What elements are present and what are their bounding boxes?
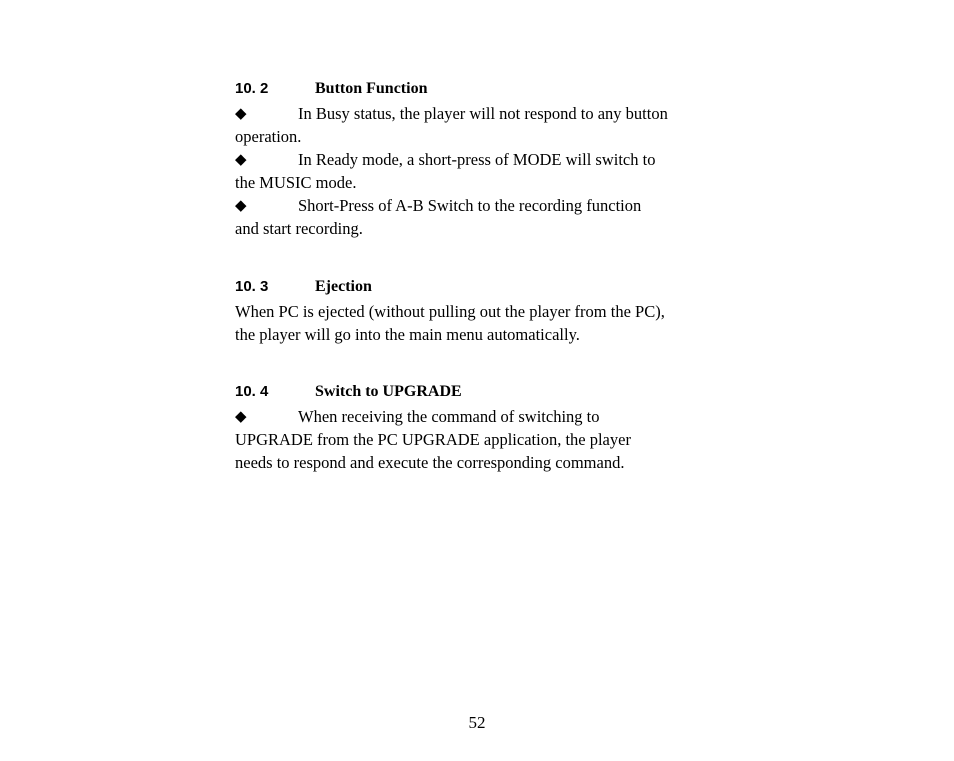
bullet-text: Short-Press of A-B Switch to the recording function — [298, 196, 642, 215]
section-switch-to-upgrade — [235, 383, 735, 474]
diamond-bullet-icon: ◆ — [235, 196, 247, 214]
diamond-bullet-icon: ◆ — [235, 150, 247, 168]
bullet-item — [235, 148, 735, 194]
bullet-item — [235, 405, 735, 474]
section-number: 10. 4 — [235, 383, 269, 400]
section-ejection — [235, 278, 735, 346]
bullet-text: In Ready mode, a short-press of MODE will switch to — [298, 150, 656, 169]
bullet-text-continued: needs to respond and execute the corresponding command. — [235, 453, 625, 472]
section-number: 10. 2 — [235, 80, 269, 97]
page-number: 52 — [468, 713, 486, 732]
bullet-text-continued: the MUSIC mode. — [235, 173, 357, 192]
section-heading — [235, 383, 735, 405]
section-number: 10. 3 — [235, 278, 269, 295]
section-heading — [235, 278, 735, 300]
paragraph — [235, 300, 735, 346]
bullet-text-continued: operation. — [235, 127, 302, 146]
diamond-bullet-icon: ◆ — [235, 407, 247, 425]
bullet-text-continued: UPGRADE from the PC UPGRADE application, the player — [235, 430, 631, 449]
bullet-item — [235, 102, 735, 148]
bullet-text: In Busy status, the player will not respond to any button — [298, 104, 668, 123]
section-button-function — [235, 80, 735, 240]
bullet-text: When receiving the command of switching to — [298, 407, 600, 426]
section-title: Button Function — [315, 80, 428, 97]
section-title: Ejection — [315, 278, 372, 295]
paragraph-line: When PC is ejected (without pulling out the player from the PC), — [235, 302, 665, 321]
diamond-bullet-icon: ◆ — [235, 104, 247, 122]
bullet-text-continued: and start recording. — [235, 219, 363, 238]
section-heading — [235, 80, 735, 102]
section-title: Switch to UPGRADE — [315, 383, 462, 400]
paragraph-line: the player will go into the main menu automatically. — [235, 325, 580, 344]
bullet-item — [235, 194, 735, 240]
